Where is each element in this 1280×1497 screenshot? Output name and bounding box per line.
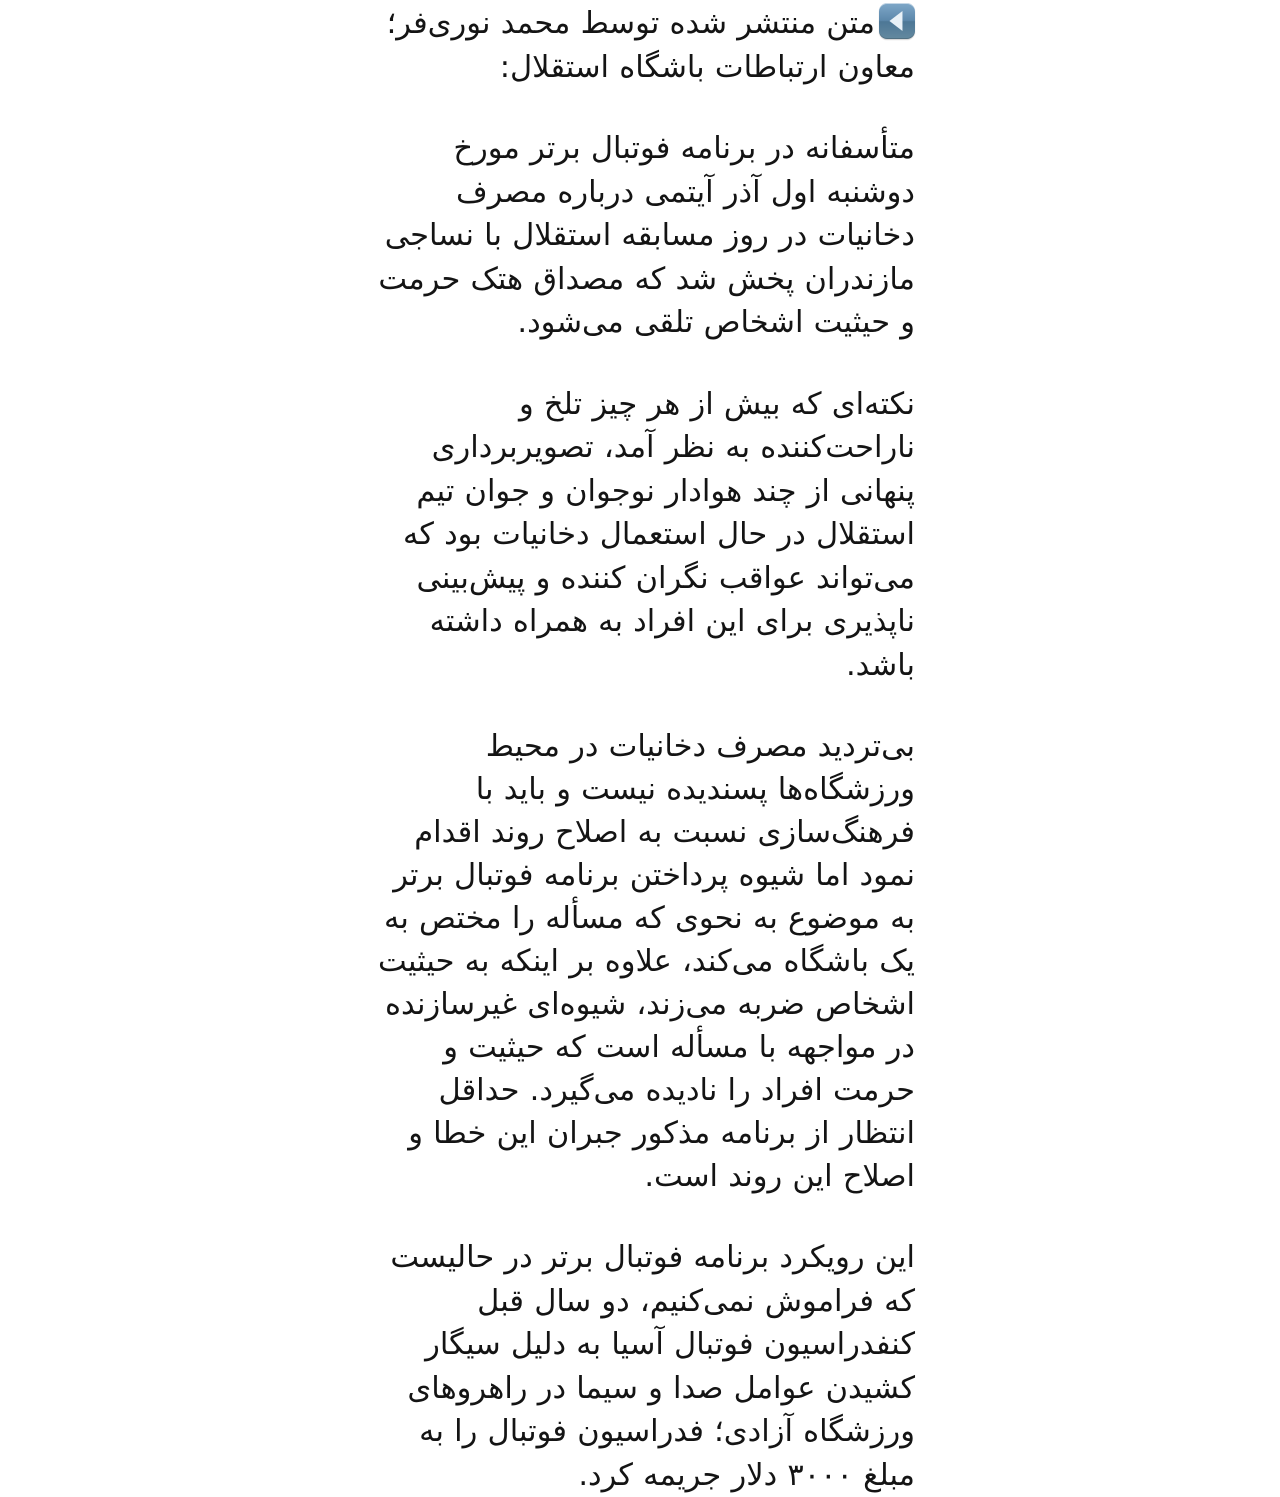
- left-pointing-triangle-emoji-icon: [879, 3, 915, 39]
- statement-header-text: متن منتشر شده توسط محمد نوری‌فر؛ معاون ارتباطات باشگاه استقلال:: [386, 6, 915, 85]
- statement-header-line: [360, 2, 915, 89]
- statement-paragraph-4: این رویکرد برنامه فوتبال برتر در حالیست که فراموش نمی‌کنیم، دو سال قبل کنفدراسیون فوتبال آسیا به دلیل سیگار کشیدن عوامل صدا و سیما در راهروهای ورزشگاه آزادی؛ فدراسیون فوتبال را به مبلغ ۳۰۰۰ دلار جریمه کرد.: [390, 1240, 915, 1493]
- statement-text-column: [360, 0, 915, 1497]
- statement-paragraph-3: بی‌تردید مصرف دخانیات در محیط ورزشگاه‌ها پسندیده نیست و باید با فرهنگ‌سازی نسبت به اصلاح روند اقدام نمود اما شیوه پرداختن برنامه فوتبال برتر به موضوع به نحوی که مسأله را مختص به یک باشگاه می‌کند، علاوه بر اینکه به حیثیت اشخاص ضربه می‌زند، شیوه‌ای غیرسازنده در مواجهه با مسأله است که حیثیت و حرمت افراد را نادیده می‌گیرد. حداقل انتظار از برنامه مذکور جبران این خطا و اصلاح این روند است.: [378, 729, 915, 1194]
- statement-paragraph-2: نکته‌ای که بیش از هر چیز تلخ و ناراحت‌کننده به نظر آمد، تصویربرداری پنهانی از چند هوادار نوجوان و جوان تیم استقلال در حال استعمال دخانیات بود که می‌تواند عواقب نگران کننده و پیش‌بینی ناپذیری برای این افراد به همراه داشته باشد.: [403, 386, 915, 683]
- statement-paragraph-1: متأسفانه در برنامه فوتبال برتر مورخ دوشنبه اول آذر آیتمی درباره مصرف دخانیات در روز مسابقه استقلال با نساجی مازندران پخش شد که مصداق هتک حرمت و حیثیت اشخاص تلقی می‌شود.: [378, 131, 915, 340]
